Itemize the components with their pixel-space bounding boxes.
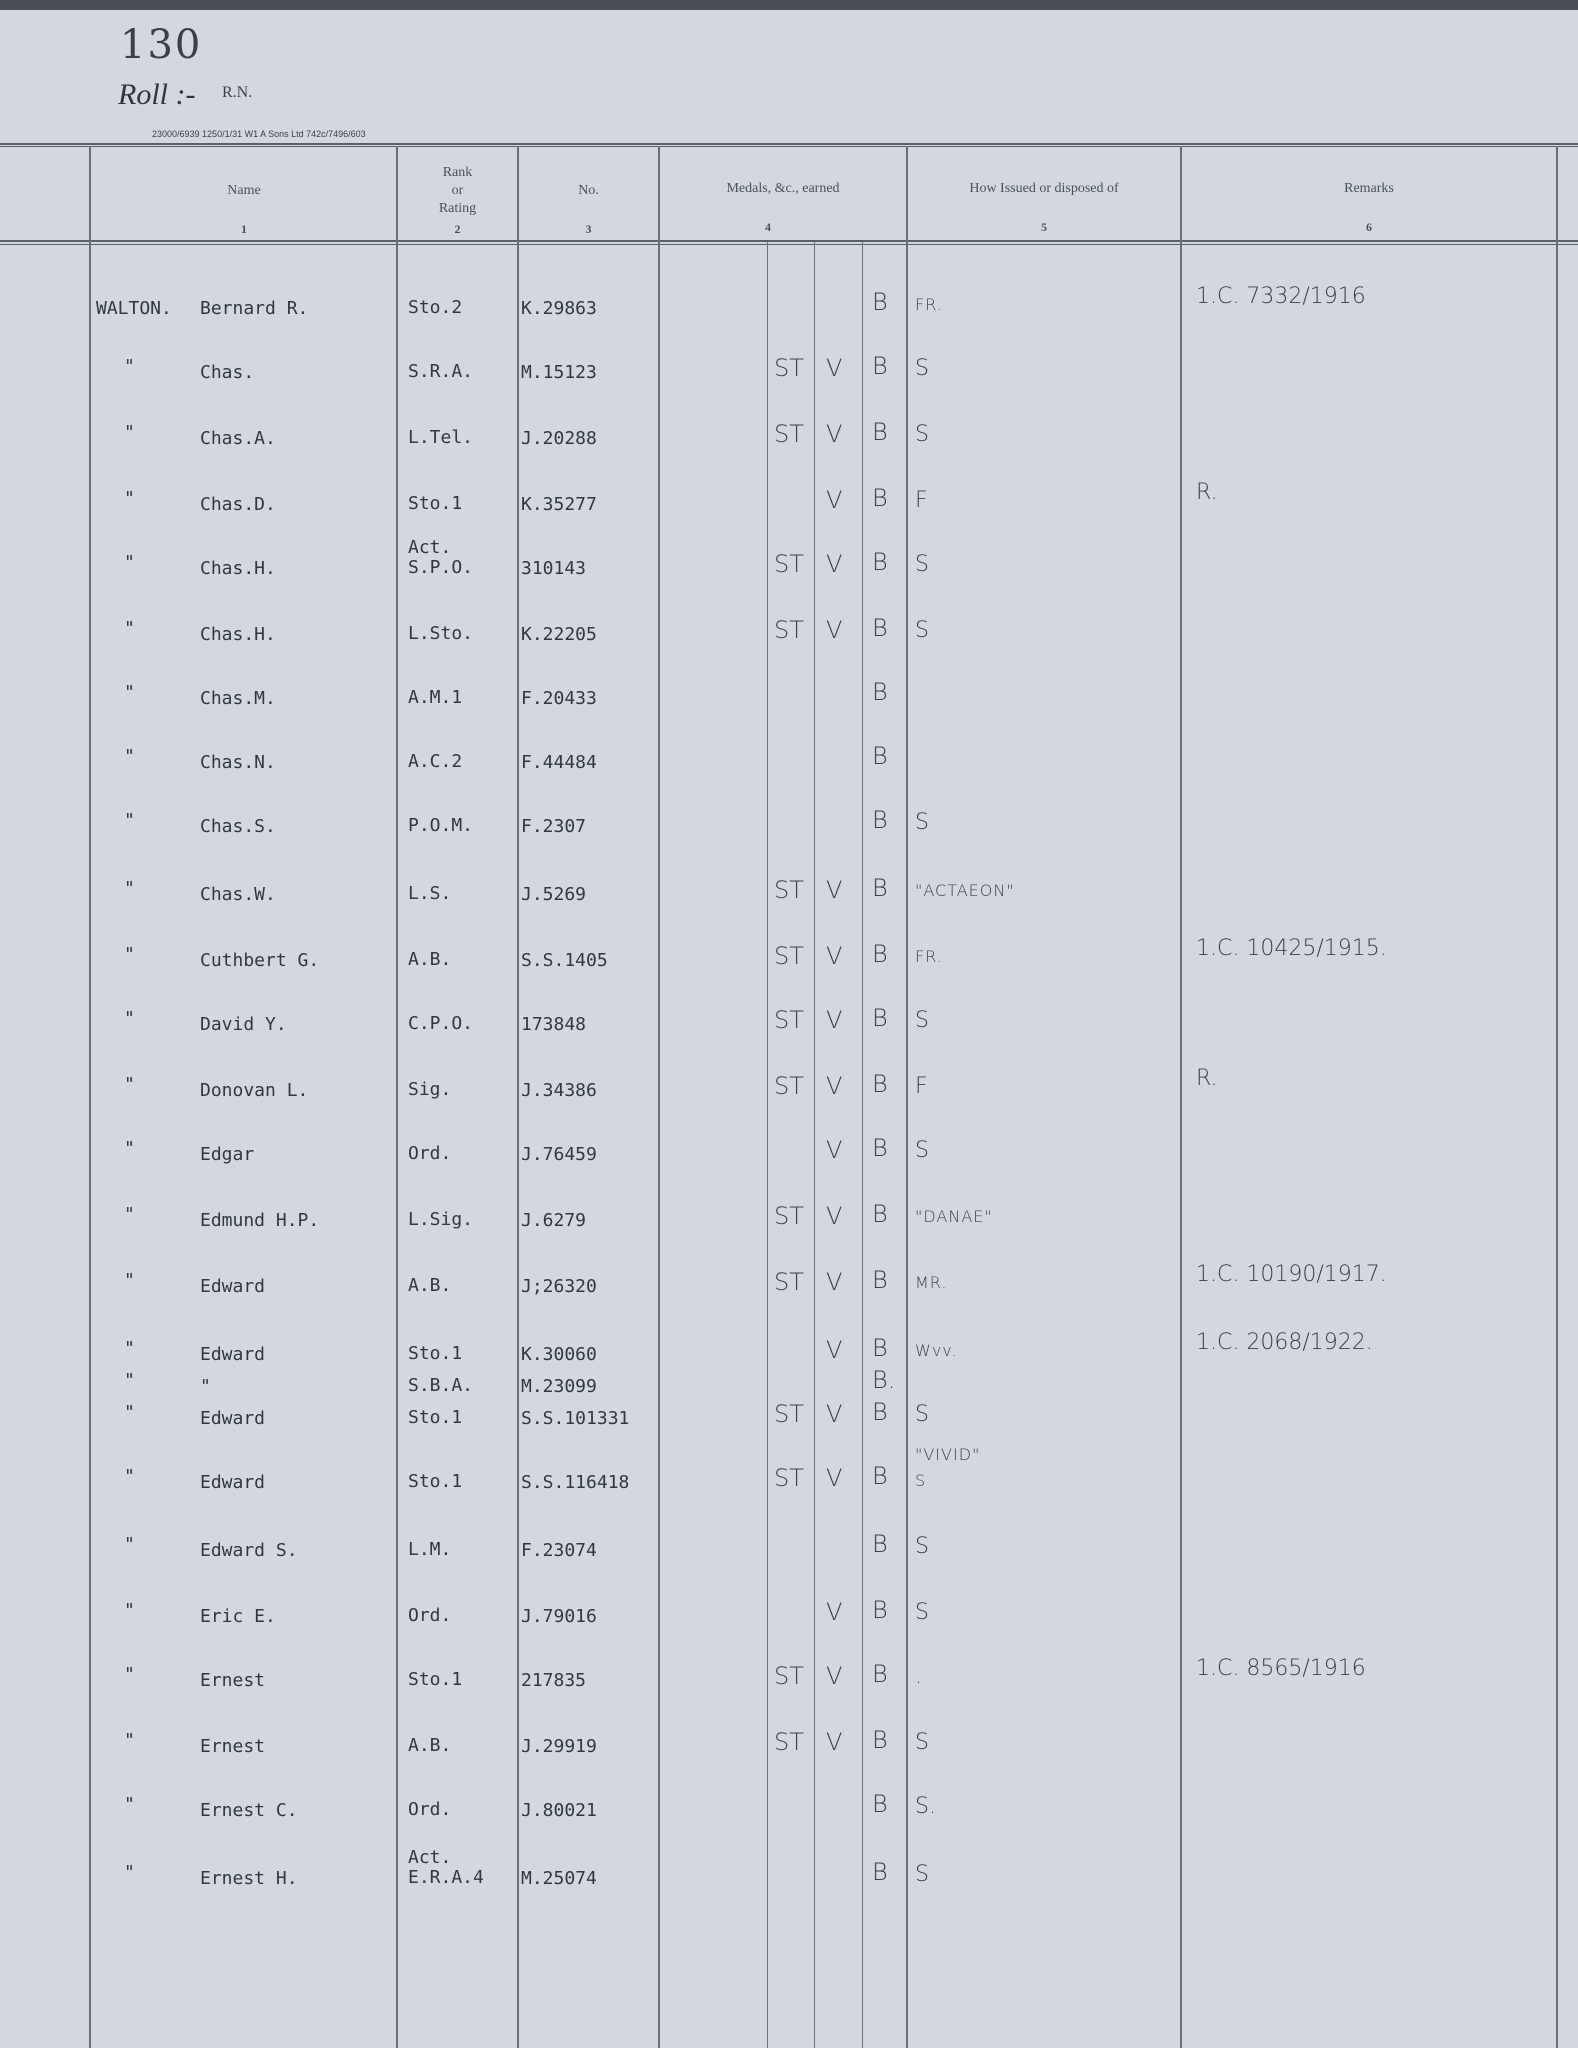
print-code: 23000/6939 1250/1/31 W1 A Sons Ltd 742c/7496/603 [152, 129, 366, 139]
medal-british: B [872, 1266, 888, 1294]
rank-rating: Sto.1 [408, 1343, 463, 1364]
rank-rating: S.B.A. [408, 1375, 474, 1396]
rank-rating: L.Sig. [408, 1209, 474, 1230]
ditto-mark: " [124, 1794, 135, 1815]
service-number: 310143 [521, 558, 587, 579]
rank-rating: A.B. [408, 1275, 452, 1296]
service-number: F.20433 [521, 688, 597, 709]
ditto-mark: " [124, 618, 135, 639]
medal-victory: V [826, 876, 843, 904]
medal-star: ST [774, 550, 804, 578]
rank-rating: Sto.2 [408, 297, 463, 318]
col-rule [906, 146, 908, 2048]
col-rule [658, 146, 660, 2048]
medal-star: ST [774, 1202, 804, 1230]
given-name: Chas.H. [200, 624, 276, 645]
rank-rating: Act. E.R.A.4 [408, 1847, 484, 1888]
issued-note: S [915, 618, 929, 643]
medal-victory: V [826, 1268, 843, 1296]
rank-rating: L.M. [408, 1539, 452, 1560]
rank-rating: A.C.2 [408, 751, 463, 772]
remarks-note: R. [1196, 480, 1218, 505]
ditto-mark: " [124, 1338, 135, 1359]
ditto-mark: " [124, 1204, 135, 1225]
service-number: 173848 [521, 1014, 587, 1035]
remarks-note: 1.C. 10190/1917. [1196, 1262, 1387, 1287]
issued-note: "DANAE" [915, 1207, 993, 1226]
issued-note: S. [915, 1794, 936, 1819]
given-name: Edward [200, 1408, 266, 1429]
medal-victory: V [826, 420, 843, 448]
ditto-mark: " [124, 1138, 135, 1159]
remarks-note: 1.C. 8565/1916 [1196, 1656, 1366, 1681]
medal-british: B [872, 1596, 888, 1624]
remarks-note: 1.C. 2068/1922. [1196, 1330, 1373, 1355]
ditto-mark: " [124, 878, 135, 899]
medal-british: B [872, 1530, 888, 1558]
medal-british: B [872, 352, 888, 380]
medal-victory: V [826, 1464, 843, 1492]
rank-rating: Sto.1 [408, 1669, 463, 1690]
medal-victory: V [826, 616, 843, 644]
service-number: S.S.101331 [521, 1408, 630, 1429]
medal-victory: V [826, 1136, 843, 1164]
given-name: Ernest H. [200, 1868, 298, 1889]
ditto-mark: " [124, 810, 135, 831]
given-name: Ernest [200, 1736, 266, 1757]
medal-british: B. [872, 1366, 896, 1394]
service-number: K.35277 [521, 494, 597, 515]
ditto-mark: " [124, 1008, 135, 1029]
issued-note: S [915, 1600, 929, 1625]
medal-british: B [872, 940, 888, 968]
given-name: Donovan L. [200, 1080, 309, 1101]
service-number: J.5269 [521, 884, 587, 905]
issued-note: F [915, 1074, 928, 1099]
given-name: Edward [200, 1344, 266, 1365]
ditto-mark: " [124, 552, 135, 573]
ditto-mark: " [124, 1074, 135, 1095]
col-rule [89, 146, 91, 2048]
medal-star: ST [774, 616, 804, 644]
issued-note: S [915, 810, 929, 835]
rank-rating: Act. S.P.O. [408, 537, 474, 578]
header-issued: How Issued or disposed of [969, 181, 1119, 196]
header-bottom-rule [0, 240, 1578, 242]
issued-note: S [915, 422, 929, 447]
remarks-note: 1.C. 7332/1916 [1196, 284, 1366, 309]
medal-victory: V [826, 1006, 843, 1034]
service-number: J.34386 [521, 1080, 597, 1101]
medal-british: B [872, 1858, 888, 1886]
rank-rating: Sig. [408, 1079, 452, 1100]
issued-note: FR. [915, 947, 943, 966]
service-number: F.44484 [521, 752, 597, 773]
header-no: No. [578, 183, 599, 198]
header-name: Name [227, 183, 261, 198]
medal-british: B [872, 742, 888, 770]
service-number: J.80021 [521, 1800, 597, 1821]
issued-note: . [915, 1664, 922, 1689]
given-name: Ernest [200, 1670, 266, 1691]
medal-british: B [872, 1660, 888, 1688]
service-number: M.23099 [521, 1376, 597, 1397]
service-number: J.20288 [521, 428, 597, 449]
issued-note: S [915, 1138, 929, 1163]
medal-victory: V [826, 1598, 843, 1626]
medal-victory: V [826, 942, 843, 970]
ditto-mark: " [124, 1862, 135, 1883]
rank-rating: L.Sto. [408, 623, 474, 644]
medal-british: B [872, 1462, 888, 1490]
remarks-note: 1.C. 10425/1915. [1196, 936, 1387, 961]
medal-british: B [872, 1004, 888, 1032]
given-name: Chas.H. [200, 558, 276, 579]
medal-british: B [872, 1398, 888, 1426]
col-rule [1556, 146, 1558, 2048]
given-name: Chas. [200, 362, 255, 383]
given-name: Edward [200, 1472, 266, 1493]
medal-subcol-rule [814, 242, 815, 2048]
given-name: Edward S. [200, 1540, 298, 1561]
issued-note: S [915, 552, 929, 577]
medal-british: B [872, 1726, 888, 1754]
header-rank-num: 2 [454, 222, 461, 236]
service-number: F.2307 [521, 816, 587, 837]
col-rule [517, 146, 519, 2048]
issued-note: S [915, 1534, 929, 1559]
ditto-mark: " [124, 682, 135, 703]
service-number: M.15123 [521, 362, 597, 383]
medal-star: ST [774, 420, 804, 448]
given-name: Chas.N. [200, 752, 276, 773]
given-name: Edward [200, 1276, 266, 1297]
medal-victory: V [826, 550, 843, 578]
rank-rating: S.R.A. [408, 361, 474, 382]
medal-british: B [872, 548, 888, 576]
issued-note: F [915, 488, 928, 513]
given-name: Chas.W. [200, 884, 276, 905]
medal-star: ST [774, 942, 804, 970]
medal-victory: V [826, 1400, 843, 1428]
rank-rating: Ord. [408, 1143, 452, 1164]
header-top-rule [0, 143, 1578, 145]
ditto-mark: " [124, 422, 135, 443]
rank-rating: Ord. [408, 1799, 452, 1820]
given-name: Bernard R. [200, 298, 309, 319]
page-number: 130 [120, 22, 203, 68]
given-name: Chas.A. [200, 428, 276, 449]
service-number: F.23074 [521, 1540, 597, 1561]
header-top-rule-2 [0, 146, 1578, 147]
service-number: S.S.116418 [521, 1472, 630, 1493]
col-rule [396, 146, 398, 2048]
service-number: K.29863 [521, 298, 597, 319]
service-number: K.30060 [521, 1344, 597, 1365]
surname: WALTON. [96, 298, 172, 319]
issued-note: MR. [915, 1273, 948, 1292]
medal-victory: V [826, 1336, 843, 1364]
service-number: 217835 [521, 1670, 587, 1691]
service-number: J;26320 [521, 1276, 597, 1297]
given-name: " [200, 1376, 211, 1397]
rank-rating: C.P.O. [408, 1013, 474, 1034]
medal-victory: V [826, 354, 843, 382]
rank-rating: Sto.1 [408, 1407, 463, 1428]
ditto-mark: " [124, 944, 135, 965]
issued-note: S [915, 1008, 929, 1033]
rank-rating: A.B. [408, 949, 452, 970]
given-name: Eric E. [200, 1606, 276, 1627]
medal-british: B [872, 1334, 888, 1362]
issued-note: S [915, 1402, 929, 1427]
medal-star: ST [774, 1728, 804, 1756]
ditto-mark: " [124, 1730, 135, 1751]
medal-british: B [872, 1200, 888, 1228]
medal-subcol-rule [862, 242, 863, 2048]
service-number: S.S.1405 [521, 950, 608, 971]
issued-note: Wvv. [915, 1341, 958, 1360]
medal-star: ST [774, 1268, 804, 1296]
rank-rating: L.Tel. [408, 427, 474, 448]
given-name: Chas.D. [200, 494, 276, 515]
header-rank: Rank or Rating [438, 165, 477, 216]
header-medals-num: 4 [765, 220, 771, 234]
medal-british: B [872, 806, 888, 834]
given-name: Ernest C. [200, 1800, 298, 1821]
given-name: Edgar [200, 1144, 255, 1165]
rank-rating: Sto.1 [408, 493, 463, 514]
medal-star: ST [774, 1662, 804, 1690]
roll-label: Roll :- [118, 78, 196, 111]
medal-british: B [872, 288, 888, 316]
top-edge [0, 0, 1578, 10]
service-number: M.25074 [521, 1868, 597, 1889]
given-name: Chas.M. [200, 688, 276, 709]
medal-star: ST [774, 876, 804, 904]
medal-star: ST [774, 1006, 804, 1034]
given-name: Chas.S. [200, 816, 276, 837]
rank-rating: P.O.M. [408, 815, 474, 836]
header-remarks-num: 6 [1366, 220, 1372, 234]
rank-rating: L.S. [408, 883, 452, 904]
service-number: J.76459 [521, 1144, 597, 1165]
header-name-num: 1 [241, 222, 247, 236]
medal-british: B [872, 614, 888, 642]
medal-british: B [872, 1070, 888, 1098]
header-no-num: 3 [585, 222, 592, 236]
medal-star: ST [774, 1072, 804, 1100]
ditto-mark: " [124, 746, 135, 767]
ditto-mark: " [124, 1664, 135, 1685]
roll-value: R.N. [222, 84, 253, 101]
header-bottom-rule-2 [0, 244, 1578, 245]
issued-note: S [915, 1730, 929, 1755]
ditto-mark: " [124, 356, 135, 377]
medal-victory: V [826, 486, 843, 514]
remarks-note: R. [1196, 1066, 1218, 1091]
service-number: J.29919 [521, 1736, 597, 1757]
medal-victory: V [826, 1728, 843, 1756]
rank-rating: Ord. [408, 1605, 452, 1626]
medal-british: B [872, 484, 888, 512]
ditto-mark: " [124, 1402, 135, 1423]
issued-note: S [915, 1862, 929, 1887]
header-remarks: Remarks [1344, 181, 1394, 196]
medal-subcol-rule [767, 242, 768, 2048]
ditto-mark: " [124, 1466, 135, 1487]
header-medals: Medals, &c., earned [726, 181, 840, 196]
ditto-mark: " [124, 1270, 135, 1291]
ditto-mark: " [124, 1600, 135, 1621]
rank-rating: Sto.1 [408, 1471, 463, 1492]
medal-star: ST [774, 354, 804, 382]
issued-note: "VIVID" S [915, 1445, 981, 1490]
medal-victory: V [826, 1662, 843, 1690]
medal-star: ST [774, 1400, 804, 1428]
given-name: David Y. [200, 1014, 287, 1035]
ditto-mark: " [124, 488, 135, 509]
issued-note: "ACTAEON" [915, 881, 1015, 900]
medal-british: B [872, 1790, 888, 1818]
service-number: J.79016 [521, 1606, 597, 1627]
ditto-mark: " [124, 1534, 135, 1555]
medal-victory: V [826, 1072, 843, 1100]
medal-star: ST [774, 1464, 804, 1492]
ditto-mark: " [124, 1370, 135, 1391]
medal-british: B [872, 678, 888, 706]
header-issued-num: 5 [1041, 220, 1047, 234]
given-name: Edmund H.P. [200, 1210, 320, 1231]
issued-note: S [915, 356, 929, 381]
given-name: Cuthbert G. [200, 950, 320, 971]
rank-rating: A.M.1 [408, 687, 463, 708]
medal-british: B [872, 1134, 888, 1162]
medal-victory: V [826, 1202, 843, 1230]
service-number: K.22205 [521, 624, 597, 645]
issued-note: FR. [915, 295, 943, 314]
service-number: J.6279 [521, 1210, 587, 1231]
medal-british: B [872, 874, 888, 902]
col-rule [1180, 146, 1182, 2048]
rank-rating: A.B. [408, 1735, 452, 1756]
medal-british: B [872, 418, 888, 446]
